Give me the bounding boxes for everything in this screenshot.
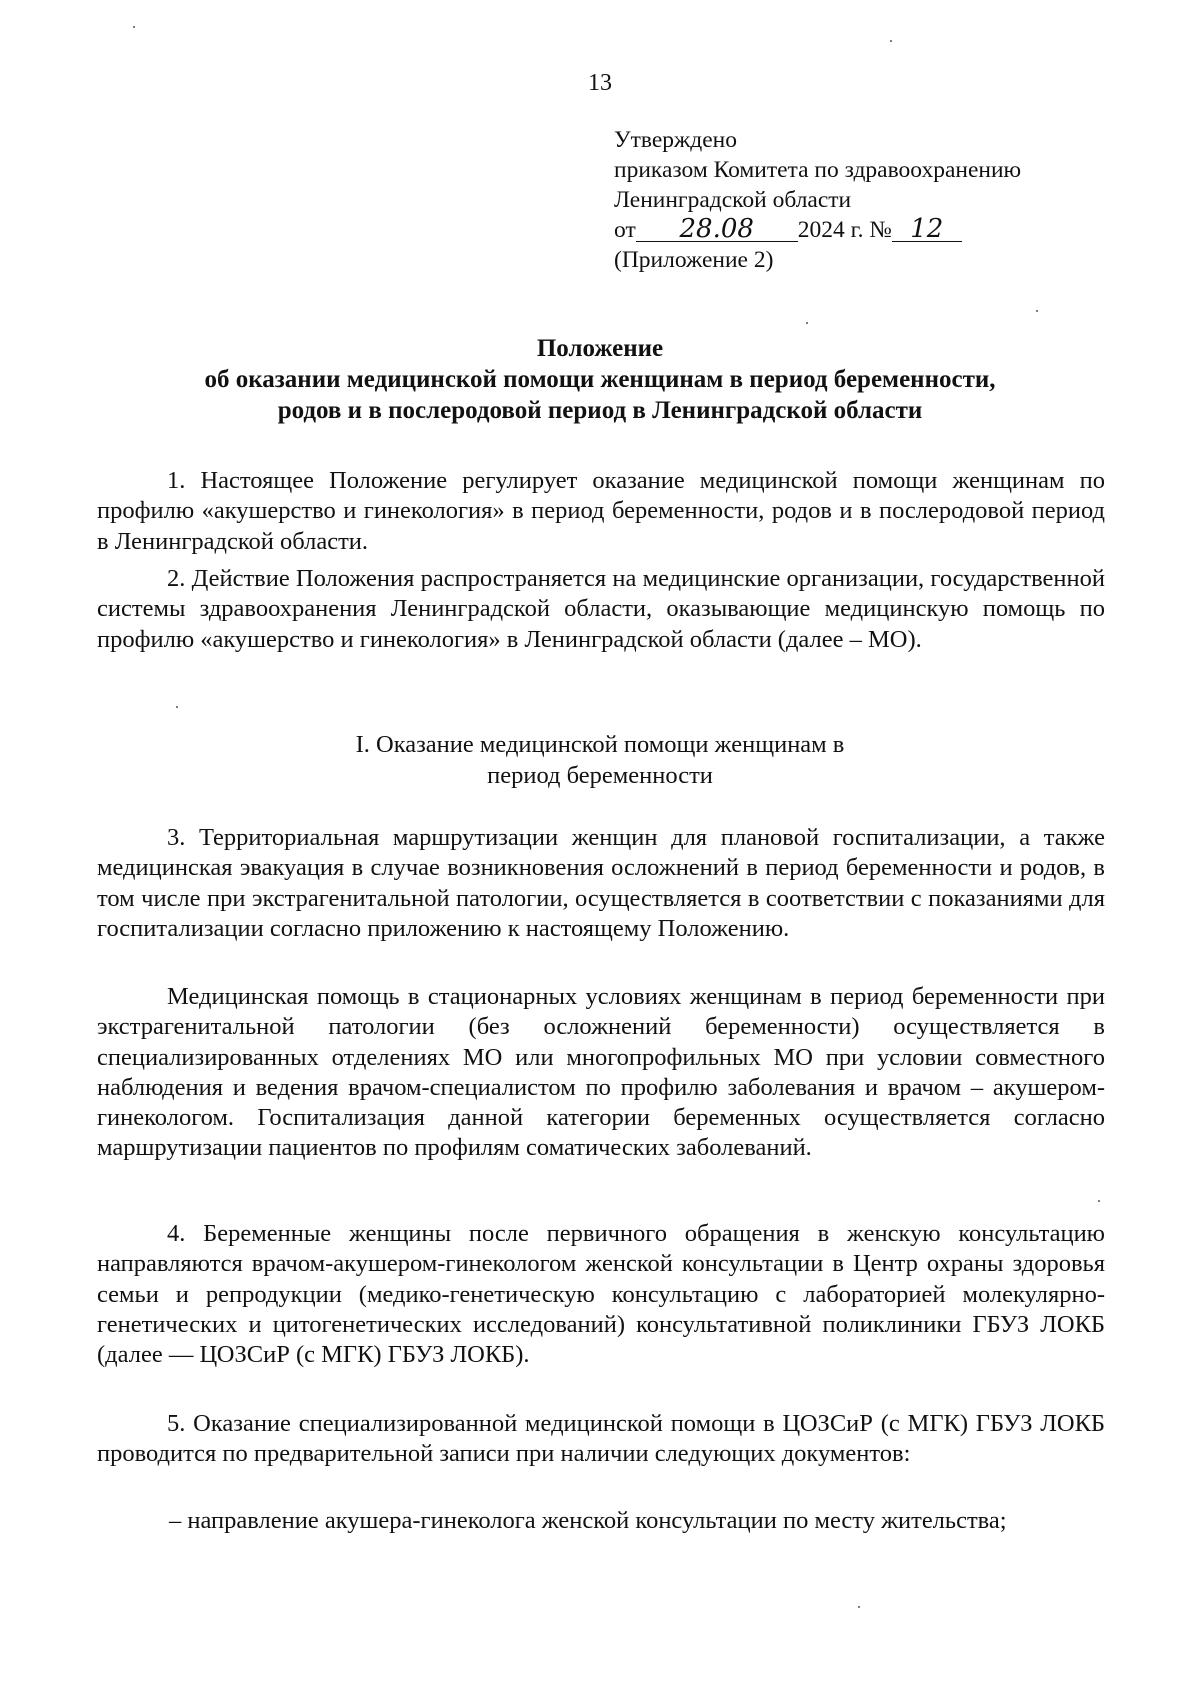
paragraph-4: 4. Беременные женщины после первичного обращения в женскую консультацию направляются врачом-акушером-гинекологом женской консультации в Центр охраны здоровья семьи и репродукции (медико-генетическую консультацию с лабораторией молекулярно-генетических и цитогенетических исследований) консультативной поликлиники ГБУЗ ЛОКБ (далее — ЦОЗСиР (с МГК) ГБУЗ ЛОКБ). [97, 1220, 1105, 1369]
approval-year-text: 2024 г. № [797, 217, 892, 243]
approval-line-appendix: (Приложение 2) [614, 247, 774, 273]
paragraph-5: 5. Оказание специализированной медицинской помощи в ЦОЗСиР (с МГК) ГБУЗ ЛОКБ проводится по предварительной записи при наличии следующих документов: [97, 1410, 1105, 1468]
paragraph-1: 1. Настоящее Положение регулирует оказание медицинской помощи женщинам по профилю «акушерство и гинекология» в период беременности, родов и в послеродовой период в Ленинградской области. [97, 467, 1105, 555]
scan-speck [133, 26, 135, 28]
scan-speck [1036, 310, 1038, 312]
approval-line-region: Ленинградской области [614, 187, 852, 213]
title-line-3: родов и в послеродовой период в Ленинградской области [277, 397, 923, 424]
document-title [0, 333, 1200, 426]
handwritten-order-number: 12 [892, 217, 962, 242]
paragraph-3-continued: Медицинская помощь в стационарных условиях женщинам в период беременности при экстрагенитальной патологии (без осложнений беременности) осуществляется в специализированных отделениях МО или многопрофильных МО при условии совместного наблюдения и ведения врачом-специалистом по профилю заболевания и врачом – акушером-гинекологом. Госпитализация данной категории беременных осуществляется согласно маршрутизации пациентов по профилям соматических заболеваний. [97, 983, 1105, 1162]
scan-speck [858, 1606, 860, 1608]
paragraph-3: 3. Территориальная маршрутизации женщин для плановой госпитализации, а также медицинская эвакуация в случае возникновения осложнений в период беременности и родов, в том числе при экстрагенитальной патологии, осуществляется в соответствии с показаниями для госпитализации согласно приложению к настоящему Положению. [97, 824, 1105, 942]
scan-speck [806, 322, 808, 324]
section-1-heading [0, 729, 1200, 791]
section-1-heading-line-2: период беременности [487, 762, 713, 789]
section-1-heading-line-1: I. Оказание медицинской помощи женщинам в [355, 731, 845, 758]
title-line-2: об оказании медицинской помощи женщинам в период беременности, [204, 366, 996, 393]
handwritten-date: 28.08 [636, 217, 798, 242]
approval-line-date [614, 215, 1021, 245]
scan-speck [1098, 1200, 1100, 1202]
scan-speck [176, 706, 178, 708]
title-line-1: Положение [536, 335, 664, 362]
page-number: 13 [588, 70, 612, 96]
scan-speck [890, 40, 892, 42]
paragraph-2: 2. Действие Положения распространяется на медицинские организации, государственной системы здравоохранения Ленинградской области, оказывающие медицинскую помощь по профилю «акушерство и гинекология» в Ленинградской области (далее – МО). [97, 565, 1105, 653]
approval-stamp-block [614, 125, 1021, 275]
paragraph-5-list-item: – направление акушера-гинеколога женской консультации по месту жительства; [169, 1507, 1007, 1534]
approval-line-approved: Утверждено [614, 127, 737, 153]
approval-line-order: приказом Комитета по здравоохранению [614, 157, 1022, 183]
approval-from-prefix: от [614, 217, 636, 243]
